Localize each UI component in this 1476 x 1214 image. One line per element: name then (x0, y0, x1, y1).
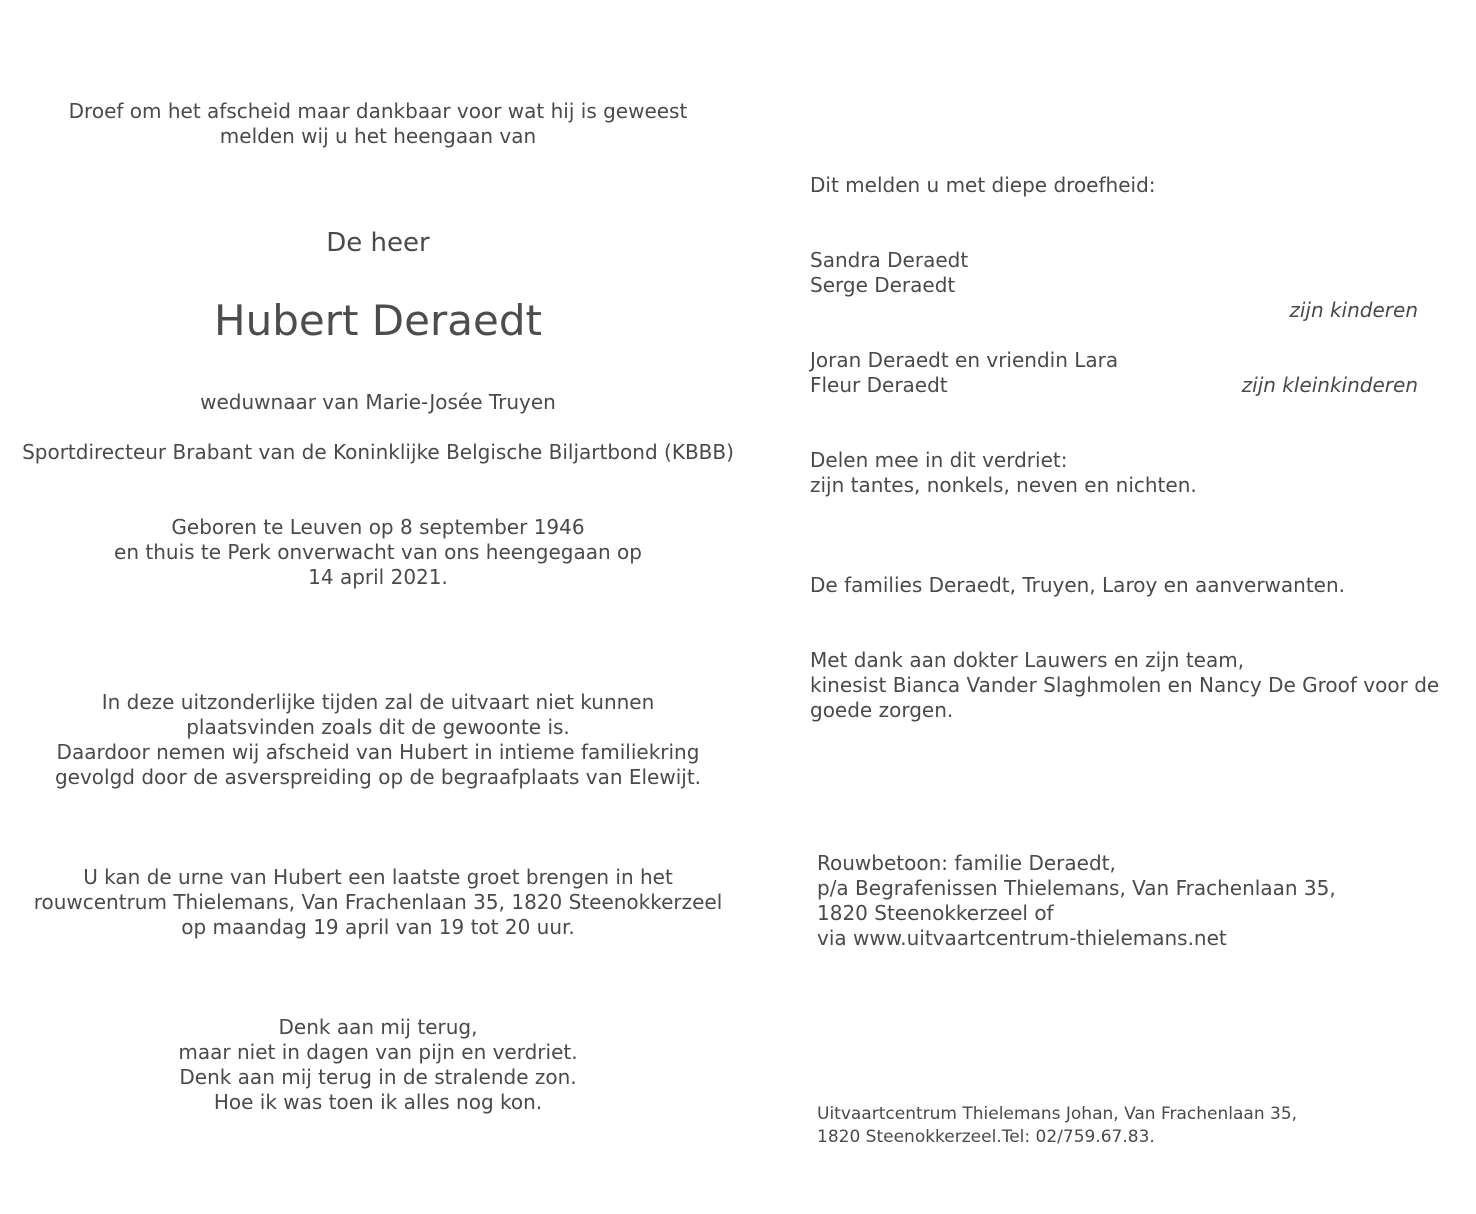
families-line: De families Deraedt, Truyen, Laroy en aanverwanten. (810, 573, 1346, 597)
share-line-1: Delen mee in dit verdriet: (810, 448, 1068, 472)
condolence-line-2: p/a Begrafenissen Thielemans, Van Frachenlaan 35, (817, 876, 1336, 900)
funeral-line-1: In deze uitzonderlijke tijden zal de uitvaart niet kunnen (101, 690, 655, 714)
funeral-line-2: plaatsvinden zoals dit de gewoonte is. (186, 715, 570, 739)
condolence-line-4: via www.uitvaartcentrum-thielemans.net (817, 926, 1227, 950)
intro-line-2: melden wij u het heengaan van (219, 124, 537, 148)
poem-line-2: maar niet in dagen van pijn en verdriet. (178, 1040, 578, 1064)
funeral-line-4: gevolgd door de asverspreiding op de begraafplaats van Elewijt. (54, 765, 702, 789)
birth-line-1: Geboren te Leuven op 8 september 1946 (171, 515, 585, 539)
salutation: De heer (326, 228, 430, 258)
announce-line: Dit melden u met diepe droefheid: (810, 173, 1156, 197)
thanks-line-1: Met dank aan dokter Lauwers en zijn team, (810, 648, 1245, 672)
urn-line-3: op maandag 19 april van 19 tot 20 uur. (181, 915, 575, 939)
poem-line-4: Hoe ik was toen ik alles nog kon. (213, 1090, 543, 1114)
deceased-name: Hubert Deraedt (214, 296, 542, 345)
thanks-line-3: goede zorgen. (810, 698, 954, 722)
role-line: Sportdirecteur Brabant van de Koninklijke Belgische Biljartbond (KBBB) (22, 440, 734, 464)
urn-line-2: rouwcentrum Thielemans, Van Frachenlaan 35, 1820 Steenokkerzeel (33, 890, 723, 914)
child-name-2: Serge Deraedt (810, 273, 956, 297)
birth-line-3: 14 april 2021. (308, 565, 448, 589)
footer-line-2: 1820 Steenokkerzeel.Tel: 02/759.67.83. (817, 1127, 1155, 1147)
child-name-1: Sandra Deraedt (810, 248, 969, 272)
footer-line-1: Uitvaartcentrum Thielemans Johan, Van Frachenlaan 35, (817, 1104, 1298, 1124)
widower-line: weduwnaar van Marie-Josée Truyen (200, 390, 556, 414)
grandchild-name-1: Joran Deraedt en vriendin Lara (810, 348, 1119, 372)
children-label: zijn kinderen (1289, 298, 1418, 322)
funeral-line-3: Daardoor nemen wij afscheid van Hubert in intieme familiekring (56, 740, 700, 764)
share-line-2: zijn tantes, nonkels, neven en nichten. (810, 473, 1197, 497)
poem-line-3: Denk aan mij terug in de stralende zon. (179, 1065, 577, 1089)
urn-line-1: U kan de urne van Hubert een laatste groet brengen in het (83, 865, 673, 889)
birth-line-2: en thuis te Perk onverwacht van ons heengegaan op (114, 540, 642, 564)
poem-line-1: Denk aan mij terug, (278, 1015, 478, 1039)
intro-line-1: Droef om het afscheid maar dankbaar voor wat hij is geweest (68, 99, 688, 123)
grandchild-name-2: Fleur Deraedt (810, 373, 948, 397)
condolence-line-3: 1820 Steenokkerzeel of (817, 901, 1054, 925)
grandchildren-label: zijn kleinkinderen (1241, 373, 1418, 397)
thanks-line-2: kinesist Bianca Vander Slaghmolen en Nancy De Groof voor de (810, 673, 1440, 697)
condolence-line-1: Rouwbetoon: familie Deraedt, (817, 851, 1116, 875)
